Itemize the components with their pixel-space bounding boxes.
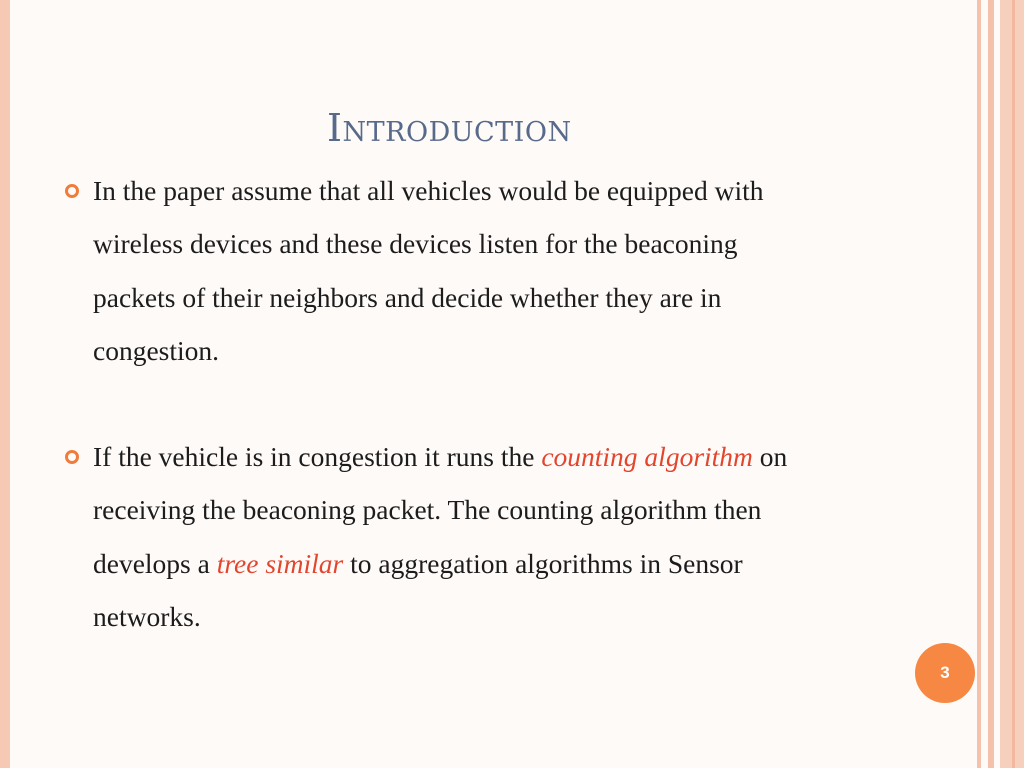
slide-title: Introduction	[327, 106, 572, 150]
highlighted-term: tree similar	[216, 547, 344, 579]
bullet-ring-icon	[65, 450, 79, 464]
bullet-text-part: If the vehicle is in congestion it runs the	[93, 441, 542, 473]
bullet-text: In the paper assume that all vehicles would be equipped with wireless devices and these devices listen for the beaconing packets of their neighbors and decide whether they are in congestion.	[93, 175, 764, 366]
bullet-ring-icon	[65, 184, 79, 198]
bullet-item	[62, 430, 968, 643]
page-number-badge: 3	[915, 643, 975, 703]
right-border-stripe	[1012, 0, 1015, 768]
bullet-text	[93, 441, 787, 632]
left-border-stripe	[0, 0, 10, 768]
bullet-text-part: on receiving the beaconing packet. The counting algorithm then develops a	[93, 441, 788, 579]
bullet-text-part: to aggregation algorithms in Sensor networks.	[93, 547, 743, 633]
right-border-stripe	[988, 0, 994, 768]
right-border-stripe	[977, 0, 981, 768]
bullet-item	[62, 164, 968, 377]
highlighted-term: counting algorithm	[541, 441, 753, 473]
slide-body	[62, 164, 968, 643]
